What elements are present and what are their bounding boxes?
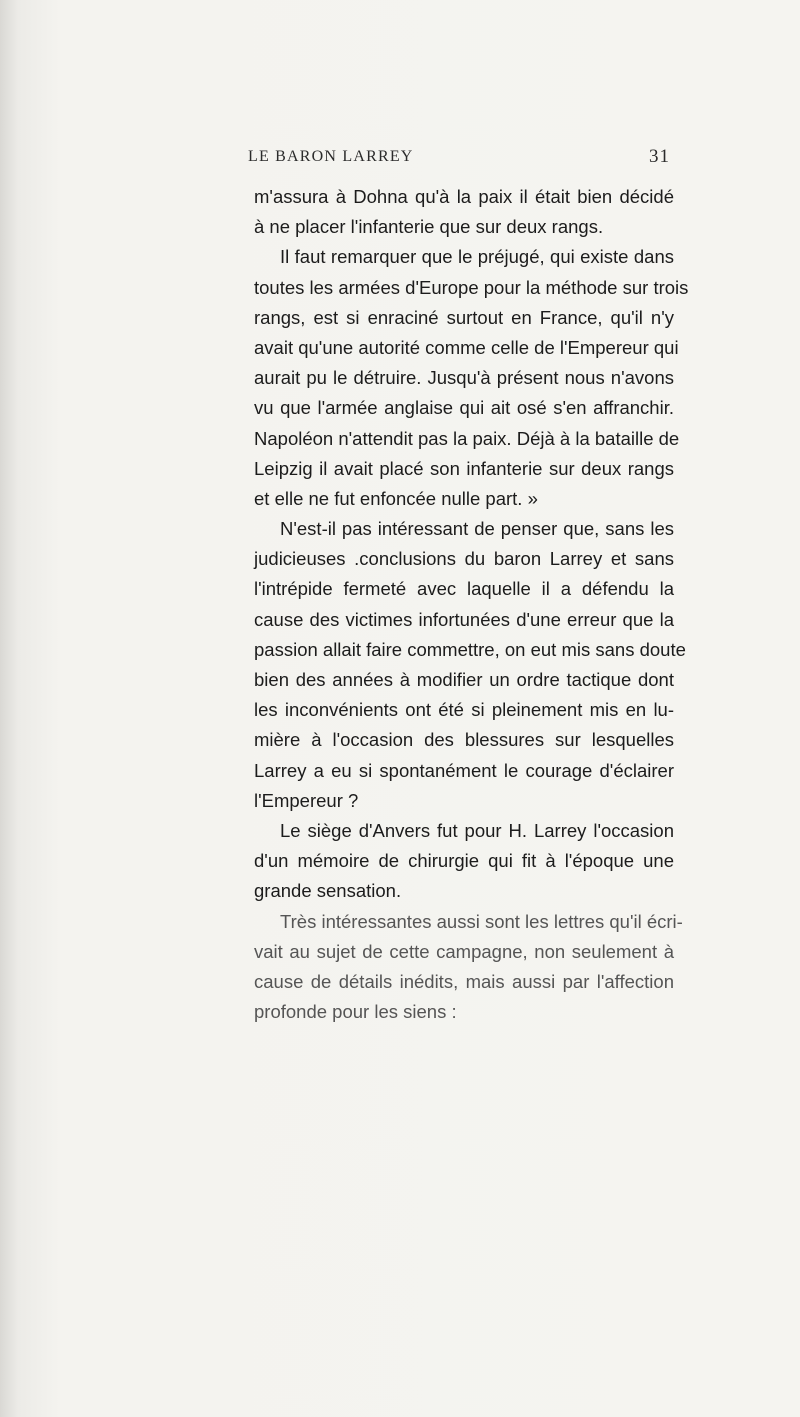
running-title: LE BARON LARREY [248, 148, 414, 165]
text-line: Napoléon n'attendit pas la paix. Déjà à la bataille de [254, 427, 680, 449]
text-line: Larrey a eu si spontanément le courage d'éclairer [254, 759, 674, 781]
running-header [248, 148, 670, 172]
text-line: l'intrépide fermeté avec laquelle il a défendu la [254, 578, 674, 600]
page-number: 31 [649, 146, 670, 167]
text-line: Très intéressantes aussi sont les lettres qu'il écri- [280, 910, 683, 932]
text-line: les inconvénients ont été si pleinement mis en lu- [254, 699, 674, 721]
text-line: aurait pu le détruire. Jusqu'à présent nous n'avons [254, 367, 674, 389]
text-line: cause des victimes infortunées d'une erreur que la [254, 608, 674, 630]
text-line: Le siège d'Anvers fut pour H. Larrey l'occasion [280, 819, 674, 841]
text-line: cause de détails inédits, mais aussi par l'affection [254, 970, 674, 992]
text-line: Leipzig il avait placé son infanterie sur deux rangs [254, 457, 674, 479]
text-line: m'assura à Dohna qu'à la paix il était bien décidé [254, 186, 674, 207]
text-line: avait qu'une autorité comme celle de l'Empereur qui [254, 336, 679, 358]
text-line: mière à l'occasion des blessures sur lesquelles [254, 729, 674, 751]
text-line: toutes les armées d'Europe pour la méthode sur trois [254, 276, 689, 298]
text-line: judicieuses .conclusions du baron Larrey et sans [254, 548, 674, 570]
text-line: grande sensation. [254, 880, 402, 902]
text-line: vu que l'armée anglaise qui ait osé s'en affranchir. [254, 397, 674, 419]
text-line: l'Empereur ? [254, 789, 359, 811]
text-line: bien des années à modifier un ordre tactique dont [254, 669, 674, 690]
text-line: Il faut remarquer que le préjugé, qui existe dans [280, 246, 674, 268]
text-line: d'un mémoire de chirurgie qui fit à l'époque une [254, 850, 674, 872]
text-line: N'est-il pas intéressant de penser que, sans les [280, 518, 674, 540]
text-line: à ne placer l'infanterie que sur deux rangs. [254, 216, 604, 238]
text-line: rangs, est si enraciné surtout en France, qu'il n'y [254, 306, 674, 328]
text-line: profonde pour les siens : [254, 1001, 457, 1023]
body-text [254, 182, 689, 1027]
text-line: vait au sujet de cette campagne, non seulement à [254, 940, 674, 962]
text-line: et elle ne fut enfoncée nulle part. » [254, 487, 538, 509]
text-line: passion allait faire commettre, on eut mis sans doute [254, 638, 686, 660]
